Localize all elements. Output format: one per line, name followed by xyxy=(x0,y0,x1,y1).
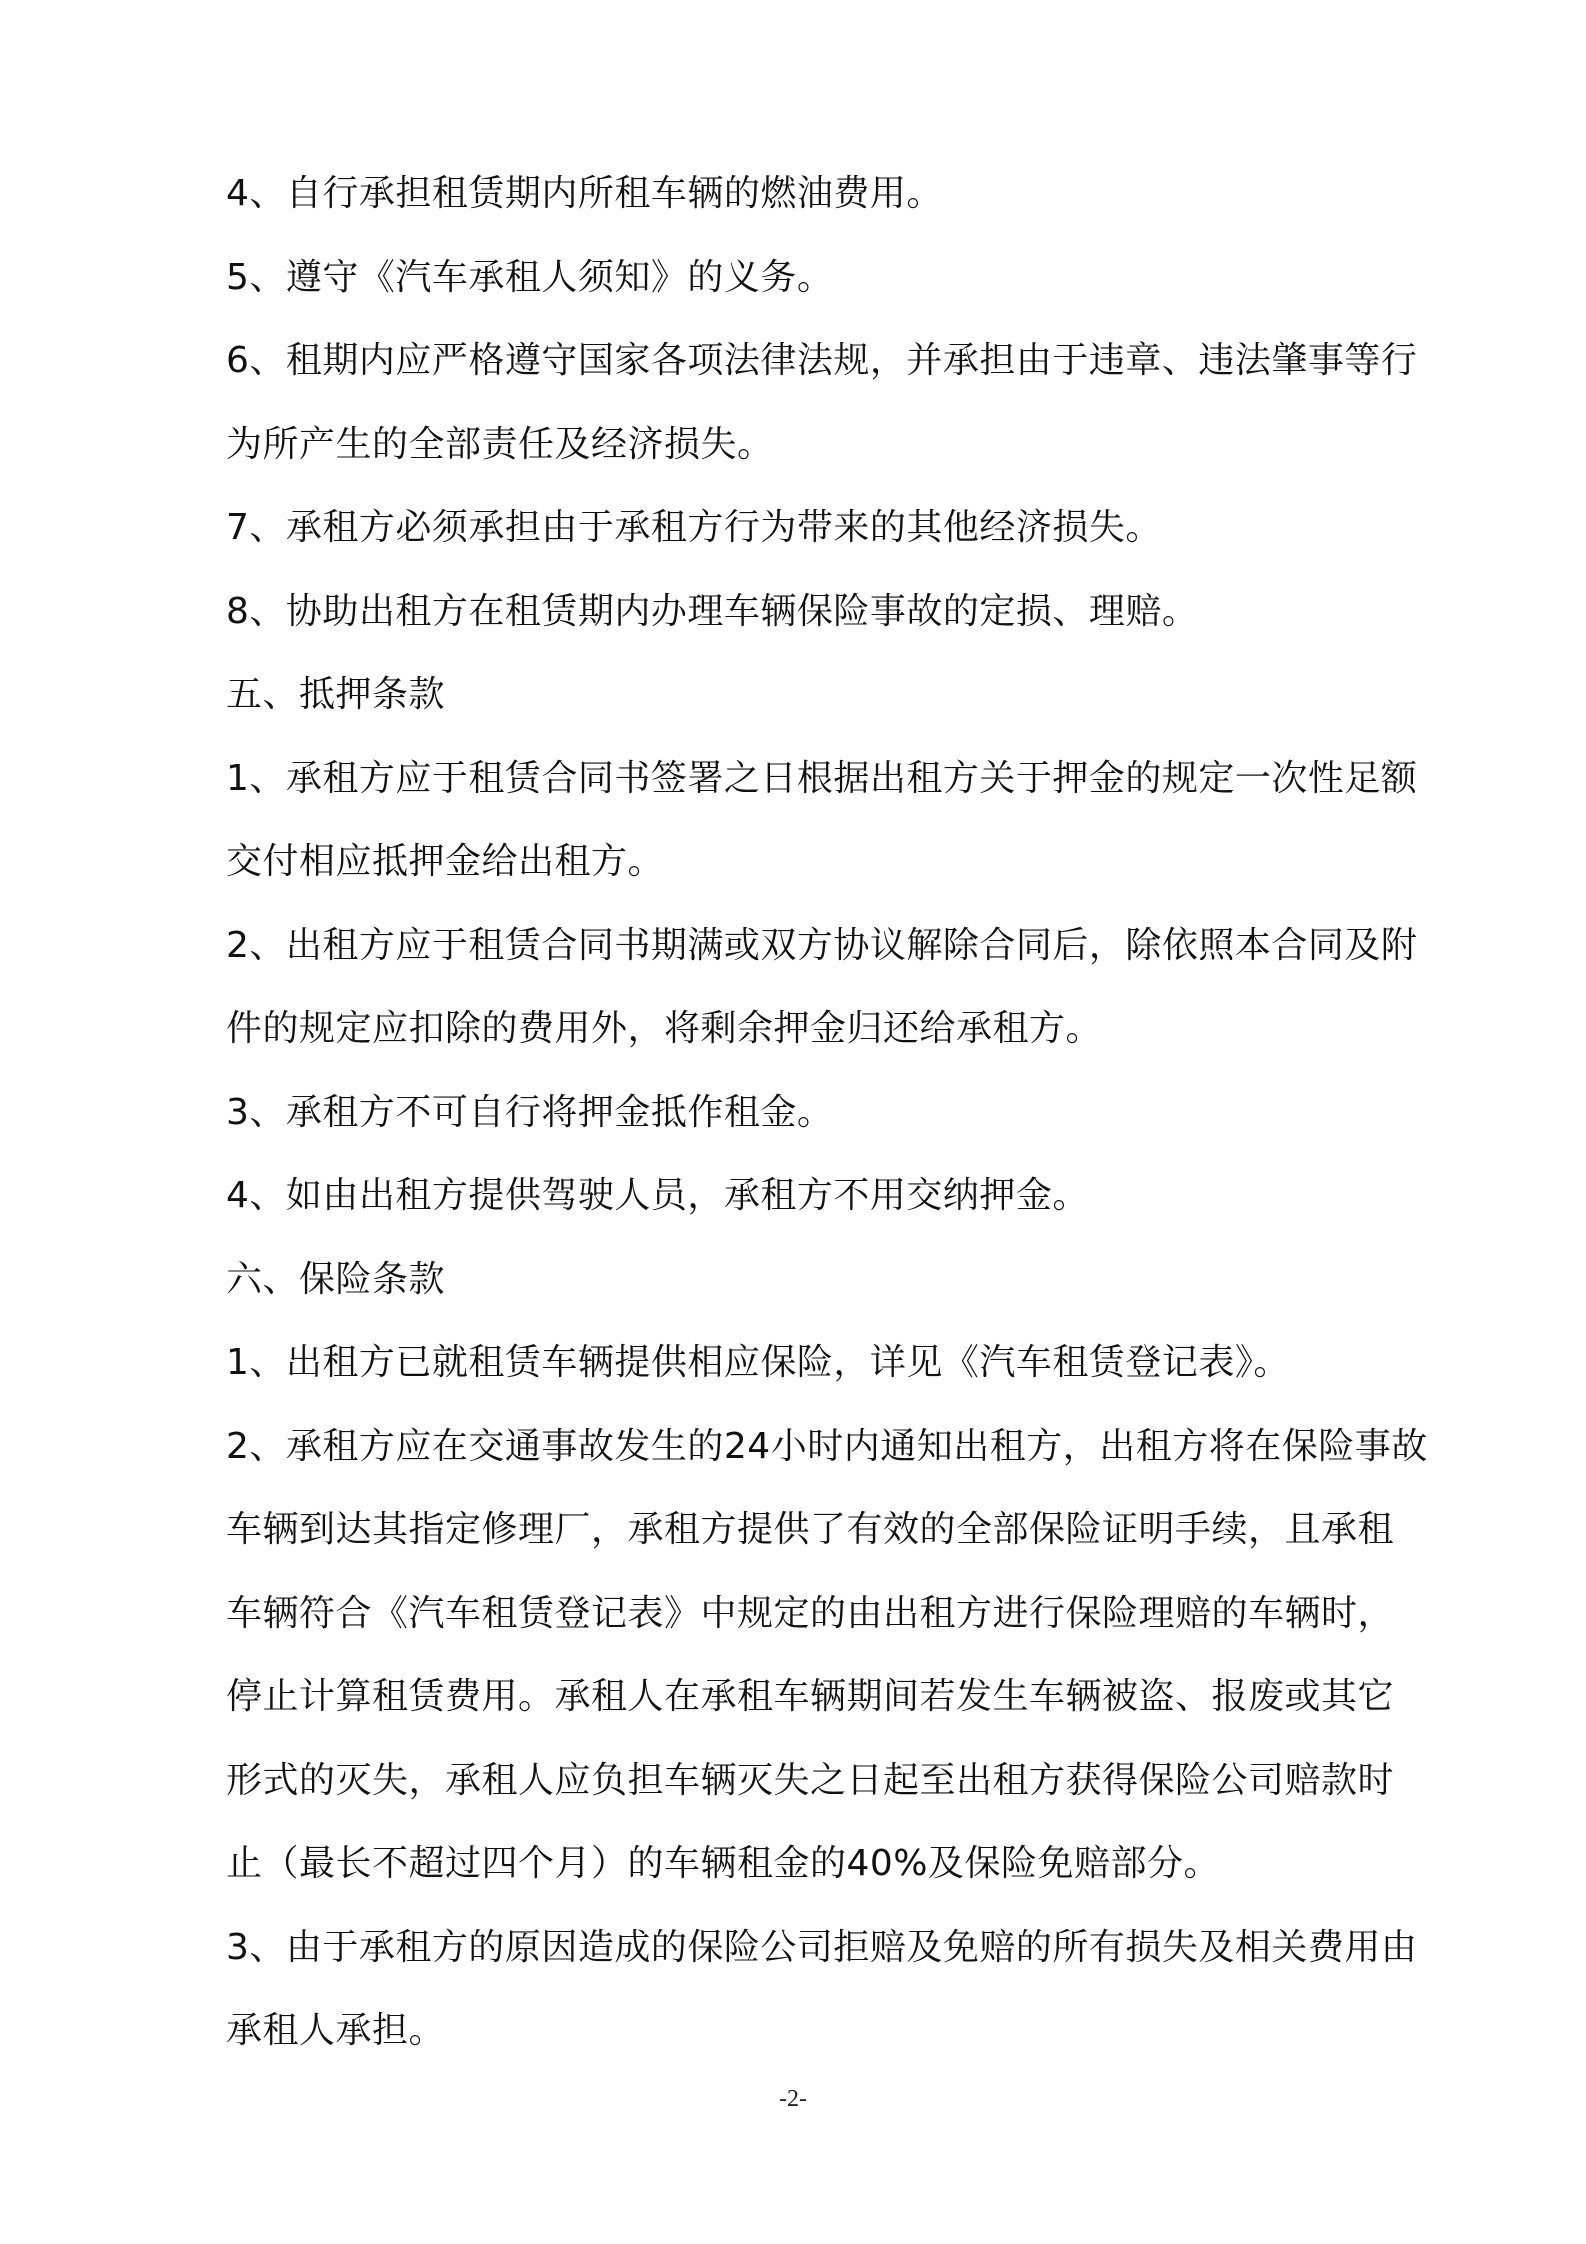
text-line: 止（最长不超过四个月）的车辆租金的40%及保险免赔部分。 xyxy=(226,1843,1221,1884)
text-line: 2、承租方应在交通事故发生的24小时内通知出租方，出租方将在保险事故 xyxy=(226,1425,1428,1467)
text-line: 4、如由出租方提供驾驶人员，承租方不用交纳押金。 xyxy=(226,1175,1089,1216)
text-line: 6、租期内应严格遵守国家各项法律法规，并承担由于违章、违法肇事等行 xyxy=(226,340,1418,381)
text-line: 1、承租方应于租赁合同书签署之日根据出租方关于押金的规定一次性足额 xyxy=(226,757,1418,799)
text-line: 3、由于承租方的原因造成的保险公司拒赔及免赔的所有损失及相关费用由 xyxy=(226,1926,1418,1968)
text-line: 形式的灭失，承租人应负担车辆灭失之日起至出租方获得保险公司赔款时 xyxy=(226,1759,1395,1801)
text-line: 7、承租方必须承担由于承租方行为带来的其他经济损失。 xyxy=(226,507,1162,548)
document-body xyxy=(226,152,1426,2073)
text-line: 车辆符合《汽车租赁登记表》中规定的由出租方进行保险理赔的车辆时， xyxy=(226,1592,1395,1634)
text-line: 车辆到达其指定修理厂，承租方提供了有效的全部保险证明手续，且承租 xyxy=(226,1509,1395,1550)
text-line: 件的规定应扣除的费用外，将剩余押金归还给承租方。 xyxy=(226,1008,1103,1049)
section-heading: 六、保险条款 xyxy=(226,1258,446,1300)
text-line: 8、协助出租方在租赁期内办理车辆保险事故的定损、理赔。 xyxy=(226,590,1199,632)
text-line: 2、出租方应于租赁合同书期满或双方协议解除合同后，除依照本合同及附 xyxy=(226,924,1418,966)
text-line: 为所产生的全部责任及经济损失。 xyxy=(226,423,774,465)
text-line: 4、自行承担租赁期内所租车辆的燃油费用。 xyxy=(226,173,943,214)
text-line: 承租人承担。 xyxy=(226,2010,446,2051)
text-line: 停止计算租赁费用。承租人在承租车辆期间若发生车辆被盗、报废或其它 xyxy=(226,1676,1395,1717)
text-line: 3、承租方不可自行将押金抵作租金。 xyxy=(226,1091,834,1133)
text-line: 1、出租方已就租赁车辆提供相应保险，详见《汽车租赁登记表》。 xyxy=(226,1342,1290,1383)
text-line: 交付相应抵押金给出租方。 xyxy=(226,841,665,882)
text-line: 5、遵守《汽车承租人须知》的义务。 xyxy=(226,256,834,298)
section-heading: 五、抵押条款 xyxy=(226,674,446,715)
page-number: -2- xyxy=(779,2086,807,2112)
